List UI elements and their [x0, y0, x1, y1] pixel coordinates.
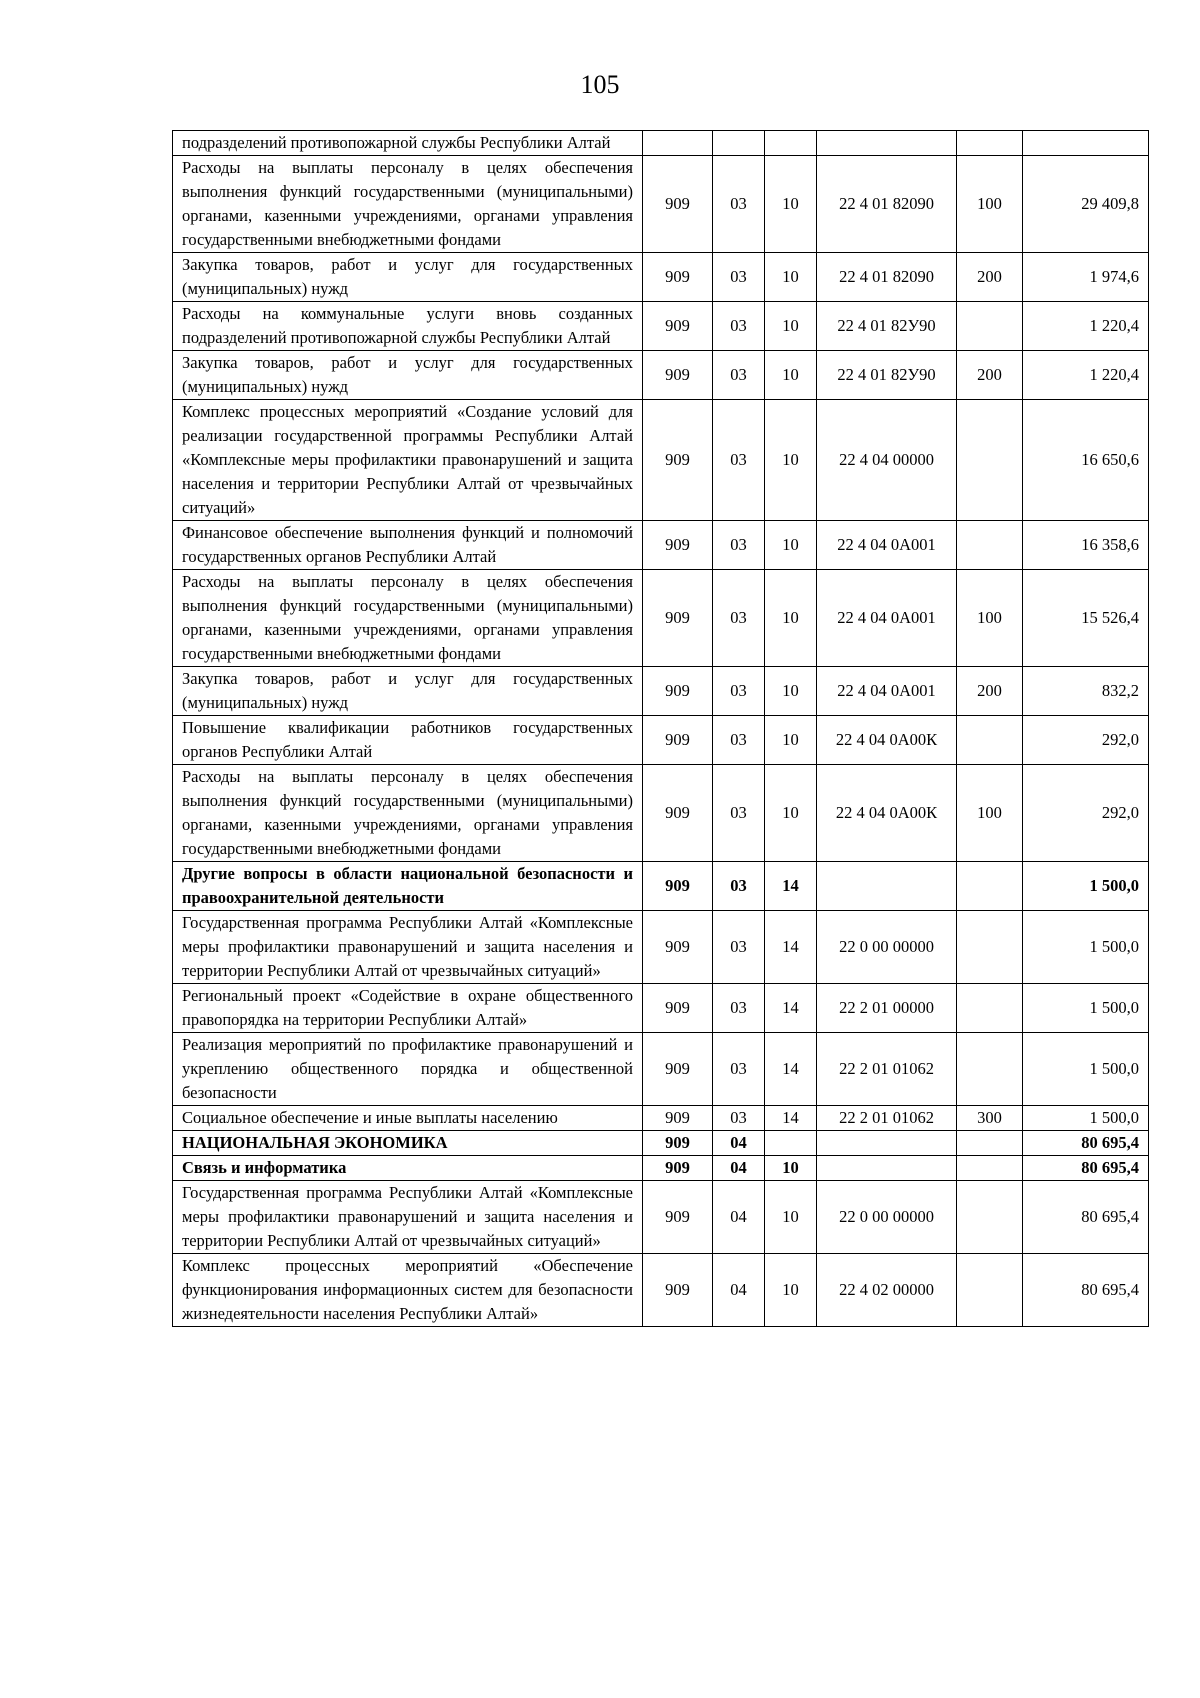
section-code-cell: 03: [713, 984, 765, 1033]
target-article-cell: [817, 862, 957, 911]
admin-code-cell: 909: [643, 400, 713, 521]
target-article-cell: 22 2 01 00000: [817, 984, 957, 1033]
row-name-cell: Расходы на выплаты персоналу в целях обеспечения выполнения функций государственными (муниципальными) органами, казенными учреждениями, органами управления государственными внебюджетными фондами: [173, 765, 643, 862]
row-name-cell: Закупка товаров, работ и услуг для государственных (муниципальных) нужд: [173, 253, 643, 302]
amount-cell: 16 358,6: [1023, 521, 1149, 570]
amount-cell: 1 500,0: [1023, 1033, 1149, 1106]
admin-code-cell: 909: [643, 984, 713, 1033]
table-row: [173, 862, 1149, 911]
admin-code-cell: 909: [643, 1254, 713, 1327]
table-row: [173, 984, 1149, 1033]
target-article-cell: 22 4 04 0А001: [817, 521, 957, 570]
admin-code-cell: 909: [643, 302, 713, 351]
section-code-cell: 03: [713, 570, 765, 667]
subsection-code-cell: 10: [765, 521, 817, 570]
admin-code-cell: 909: [643, 667, 713, 716]
subsection-code-cell: [765, 1131, 817, 1156]
table-row: [173, 400, 1149, 521]
row-name-cell: Повышение квалификации работников государственных органов Республики Алтай: [173, 716, 643, 765]
row-name-cell: Расходы на коммунальные услуги вновь созданных подразделений противопожарной службы Республики Алтай: [173, 302, 643, 351]
section-code-cell: 04: [713, 1181, 765, 1254]
amount-cell: 1 500,0: [1023, 1106, 1149, 1131]
table-row: [173, 1254, 1149, 1327]
expense-type-cell: [957, 984, 1023, 1033]
target-article-cell: 22 2 01 01062: [817, 1033, 957, 1106]
row-name-cell: Государственная программа Республики Алтай «Комплексные меры профилактики правонарушений и защита населения и территории Республики Алтай от чрезвычайных ситуаций»: [173, 1181, 643, 1254]
target-article-cell: [817, 1131, 957, 1156]
amount-cell: 15 526,4: [1023, 570, 1149, 667]
row-name-cell: Расходы на выплаты персоналу в целях обеспечения выполнения функций государственными (муниципальными) органами, казенными учреждениями, органами управления государственными внебюджетными фондами: [173, 570, 643, 667]
row-name-cell: Другие вопросы в области национальной безопасности и правоохранительной деятельности: [173, 862, 643, 911]
admin-code-cell: 909: [643, 253, 713, 302]
amount-cell: 832,2: [1023, 667, 1149, 716]
table-row: [173, 716, 1149, 765]
subsection-code-cell: 10: [765, 667, 817, 716]
page-number: 105: [580, 70, 620, 99]
subsection-code-cell: 14: [765, 984, 817, 1033]
admin-code-cell: 909: [643, 570, 713, 667]
row-name-cell: Реализация мероприятий по профилактике правонарушений и укреплению общественного порядка и общественной безопасности: [173, 1033, 643, 1106]
section-code-cell: [713, 131, 765, 156]
row-name-cell: Закупка товаров, работ и услуг для государственных (муниципальных) нужд: [173, 351, 643, 400]
section-code-cell: 04: [713, 1156, 765, 1181]
expense-type-cell: 100: [957, 156, 1023, 253]
target-article-cell: 22 4 04 0А00К: [817, 716, 957, 765]
table-row: [173, 521, 1149, 570]
section-code-cell: 04: [713, 1131, 765, 1156]
section-code-cell: 03: [713, 1106, 765, 1131]
admin-code-cell: 909: [643, 1131, 713, 1156]
section-code-cell: 03: [713, 862, 765, 911]
subsection-code-cell: 10: [765, 253, 817, 302]
target-article-cell: 22 4 01 82090: [817, 156, 957, 253]
subsection-code-cell: 10: [765, 1156, 817, 1181]
target-article-cell: 22 4 01 82090: [817, 253, 957, 302]
table-row: [173, 570, 1149, 667]
section-code-cell: 03: [713, 302, 765, 351]
target-article-cell: [817, 1156, 957, 1181]
budget-table: [172, 130, 1149, 1327]
target-article-cell: [817, 131, 957, 156]
section-code-cell: 03: [713, 667, 765, 716]
section-code-cell: 03: [713, 351, 765, 400]
row-name-cell: НАЦИОНАЛЬНАЯ ЭКОНОМИКА: [173, 1131, 643, 1156]
subsection-code-cell: 14: [765, 1106, 817, 1131]
table-row: [173, 131, 1149, 156]
table-row: [173, 1106, 1149, 1131]
table-row: [173, 1033, 1149, 1106]
admin-code-cell: 909: [643, 1181, 713, 1254]
target-article-cell: 22 4 02 00000: [817, 1254, 957, 1327]
table-row: [173, 911, 1149, 984]
section-code-cell: 03: [713, 1033, 765, 1106]
amount-cell: 292,0: [1023, 765, 1149, 862]
admin-code-cell: [643, 131, 713, 156]
section-code-cell: 03: [713, 716, 765, 765]
admin-code-cell: 909: [643, 765, 713, 862]
admin-code-cell: 909: [643, 1106, 713, 1131]
row-name-cell: подразделений противопожарной службы Республики Алтай: [173, 131, 643, 156]
subsection-code-cell: 10: [765, 302, 817, 351]
row-name-cell: Социальное обеспечение и иные выплаты населению: [173, 1106, 643, 1131]
subsection-code-cell: 14: [765, 911, 817, 984]
section-code-cell: 03: [713, 765, 765, 862]
subsection-code-cell: 10: [765, 156, 817, 253]
expense-type-cell: [957, 1033, 1023, 1106]
subsection-code-cell: 10: [765, 1181, 817, 1254]
row-name-cell: Расходы на выплаты персоналу в целях обеспечения выполнения функций государственными (муниципальными) органами, казенными учреждениями, органами управления государственными внебюджетными фондами: [173, 156, 643, 253]
section-code-cell: 03: [713, 253, 765, 302]
amount-cell: 1 974,6: [1023, 253, 1149, 302]
admin-code-cell: 909: [643, 911, 713, 984]
target-article-cell: 22 2 01 01062: [817, 1106, 957, 1131]
section-code-cell: 04: [713, 1254, 765, 1327]
expense-type-cell: [957, 131, 1023, 156]
row-name-cell: Закупка товаров, работ и услуг для государственных (муниципальных) нужд: [173, 667, 643, 716]
row-name-cell: Региональный проект «Содействие в охране общественного правопорядка на территории Республики Алтай»: [173, 984, 643, 1033]
amount-cell: 80 695,4: [1023, 1181, 1149, 1254]
expense-type-cell: [957, 1181, 1023, 1254]
table-row: [173, 1156, 1149, 1181]
expense-type-cell: [957, 1254, 1023, 1327]
section-code-cell: 03: [713, 521, 765, 570]
subsection-code-cell: 14: [765, 862, 817, 911]
expense-type-cell: [957, 1131, 1023, 1156]
target-article-cell: 22 4 01 82У90: [817, 351, 957, 400]
expense-type-cell: 200: [957, 351, 1023, 400]
amount-cell: 80 695,4: [1023, 1254, 1149, 1327]
admin-code-cell: 909: [643, 1156, 713, 1181]
table-row: [173, 253, 1149, 302]
expense-type-cell: [957, 400, 1023, 521]
table-row: [173, 765, 1149, 862]
amount-cell: [1023, 131, 1149, 156]
amount-cell: 1 220,4: [1023, 351, 1149, 400]
amount-cell: 80 695,4: [1023, 1156, 1149, 1181]
row-name-cell: Государственная программа Республики Алтай «Комплексные меры профилактики правонарушений и защита населения и территории Республики Алтай от чрезвычайных ситуаций»: [173, 911, 643, 984]
subsection-code-cell: 10: [765, 400, 817, 521]
expense-type-cell: [957, 862, 1023, 911]
table-row: [173, 667, 1149, 716]
table-row: [173, 1181, 1149, 1254]
admin-code-cell: 909: [643, 716, 713, 765]
expense-type-cell: 100: [957, 570, 1023, 667]
subsection-code-cell: 14: [765, 1033, 817, 1106]
target-article-cell: 22 4 04 0А001: [817, 667, 957, 716]
target-article-cell: 22 4 04 00000: [817, 400, 957, 521]
amount-cell: 29 409,8: [1023, 156, 1149, 253]
table-row: [173, 1131, 1149, 1156]
admin-code-cell: 909: [643, 351, 713, 400]
amount-cell: 1 500,0: [1023, 984, 1149, 1033]
expense-type-cell: 200: [957, 667, 1023, 716]
amount-cell: 1 220,4: [1023, 302, 1149, 351]
target-article-cell: 22 0 00 00000: [817, 1181, 957, 1254]
expense-type-cell: [957, 302, 1023, 351]
row-name-cell: Финансовое обеспечение выполнения функций и полномочий государственных органов Республики Алтай: [173, 521, 643, 570]
row-name-cell: Связь и информатика: [173, 1156, 643, 1181]
subsection-code-cell: 10: [765, 570, 817, 667]
amount-cell: 1 500,0: [1023, 862, 1149, 911]
admin-code-cell: 909: [643, 862, 713, 911]
admin-code-cell: 909: [643, 521, 713, 570]
subsection-code-cell: 10: [765, 716, 817, 765]
admin-code-cell: 909: [643, 156, 713, 253]
subsection-code-cell: [765, 131, 817, 156]
section-code-cell: 03: [713, 911, 765, 984]
expense-type-cell: [957, 521, 1023, 570]
target-article-cell: 22 4 04 0А00К: [817, 765, 957, 862]
target-article-cell: 22 4 04 0А001: [817, 570, 957, 667]
admin-code-cell: 909: [643, 1033, 713, 1106]
target-article-cell: 22 4 01 82У90: [817, 302, 957, 351]
expense-type-cell: [957, 1156, 1023, 1181]
table-row: [173, 156, 1149, 253]
expense-type-cell: 200: [957, 253, 1023, 302]
table-row: [173, 351, 1149, 400]
target-article-cell: 22 0 00 00000: [817, 911, 957, 984]
section-code-cell: 03: [713, 156, 765, 253]
expense-type-cell: 300: [957, 1106, 1023, 1131]
row-name-cell: Комплекс процессных мероприятий «Создание условий для реализации государственной программы Республики Алтай «Комплексные меры профилактики правонарушений и защита населения и территории Республики Алтай от чрезвычайных ситуаций»: [173, 400, 643, 521]
amount-cell: 16 650,6: [1023, 400, 1149, 521]
row-name-cell: Комплекс процессных мероприятий «Обеспечение функционирования информационных систем для безопасности жизнедеятельности населения Республики Алтай»: [173, 1254, 643, 1327]
subsection-code-cell: 10: [765, 351, 817, 400]
expense-type-cell: [957, 911, 1023, 984]
subsection-code-cell: 10: [765, 1254, 817, 1327]
expense-type-cell: [957, 716, 1023, 765]
amount-cell: 1 500,0: [1023, 911, 1149, 984]
section-code-cell: 03: [713, 400, 765, 521]
table-row: [173, 302, 1149, 351]
amount-cell: 292,0: [1023, 716, 1149, 765]
expense-type-cell: 100: [957, 765, 1023, 862]
subsection-code-cell: 10: [765, 765, 817, 862]
amount-cell: 80 695,4: [1023, 1131, 1149, 1156]
